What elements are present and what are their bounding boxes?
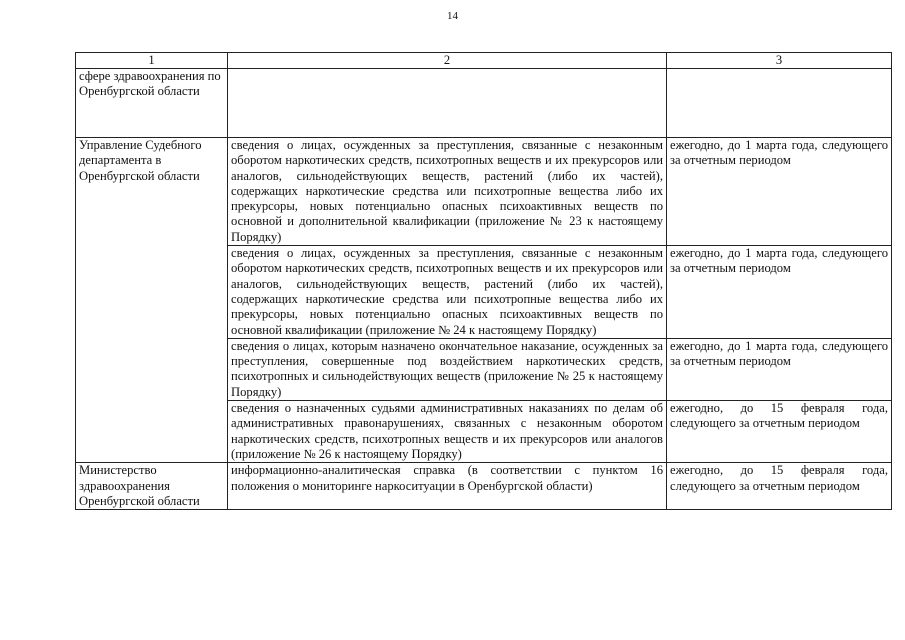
header-cell-3: 3 bbox=[667, 53, 892, 69]
table-header-row bbox=[76, 53, 892, 69]
reporting-table bbox=[75, 52, 892, 510]
row-2-col-1: Управление Судебного департамента в Оренбургской области bbox=[76, 138, 228, 463]
table-row bbox=[76, 69, 892, 138]
row-5-col-3: ежегодно, до 15 февраля года, следующего за отчетным периодом bbox=[667, 401, 892, 463]
header-cell-2: 2 bbox=[228, 53, 667, 69]
table-row bbox=[76, 463, 892, 510]
header-cell-1: 1 bbox=[76, 53, 228, 69]
row-1-col-1: сфере здравоохранения по Оренбургской области bbox=[76, 69, 228, 138]
row-2-col-3: ежегодно, до 1 марта года, следующего за отчетным периодом bbox=[667, 138, 892, 246]
row-3-col-3: ежегодно, до 1 марта года, следующего за отчетным периодом bbox=[667, 246, 892, 339]
row-1-col-3 bbox=[667, 69, 892, 138]
row-5-col-2: сведения о назначенных судьями административных наказаниях по делам об административных правонарушениях, связанных с незаконным оборотом наркотических средств, психотропных веществ и их прекурсоров или аналогов (приложение № 26 к настоящему Порядку) bbox=[228, 401, 667, 463]
row-4-col-3: ежегодно, до 1 марта года, следующего за отчетным периодом bbox=[667, 338, 892, 400]
row-1-col-2 bbox=[228, 69, 667, 138]
page-number: 14 bbox=[447, 10, 458, 22]
row-2-col-2: сведения о лицах, осужденных за преступления, связанные с незаконным оборотом наркотических средств, психотропных веществ и их прекурсоров или аналогов, сильнодействующих веществ, растений (либо их частей), содержащих наркотические средства или психотропные вещества либо их прекурсоры, новых потенциально опасных психоактивных веществ по основной и дополнительной квалификации (приложение № 23 к настоящему Порядку) bbox=[228, 138, 667, 246]
row-6-col-3: ежегодно, до 15 февраля года, следующего за отчетным периодом bbox=[667, 463, 892, 510]
table-row bbox=[76, 138, 892, 246]
row-6-col-1: Министерство здравоохранения Оренбургской области bbox=[76, 463, 228, 510]
row-6-col-2: информационно-аналитическая справка (в соответствии с пунктом 16 положения о мониторинге наркоситуации в Оренбургской области) bbox=[228, 463, 667, 510]
row-3-col-2: сведения о лицах, осужденных за преступления, связанные с незаконным оборотом наркотических средств, психотропных веществ и их прекурсоров или аналогов, сильнодействующих веществ, растений (либо их частей), содержащих наркотические средства или психотропные вещества либо их прекурсоры, новых потенциально опасных психоактивных веществ по основной квалификации (приложение № 24 к настоящему Порядку) bbox=[228, 246, 667, 339]
row-4-col-2: сведения о лицах, которым назначено окончательное наказание, осужденных за преступления, совершенные под воздействием наркотических средств, психотропных и сильнодействующих веществ (приложение № 25 к настоящему Порядку) bbox=[228, 338, 667, 400]
